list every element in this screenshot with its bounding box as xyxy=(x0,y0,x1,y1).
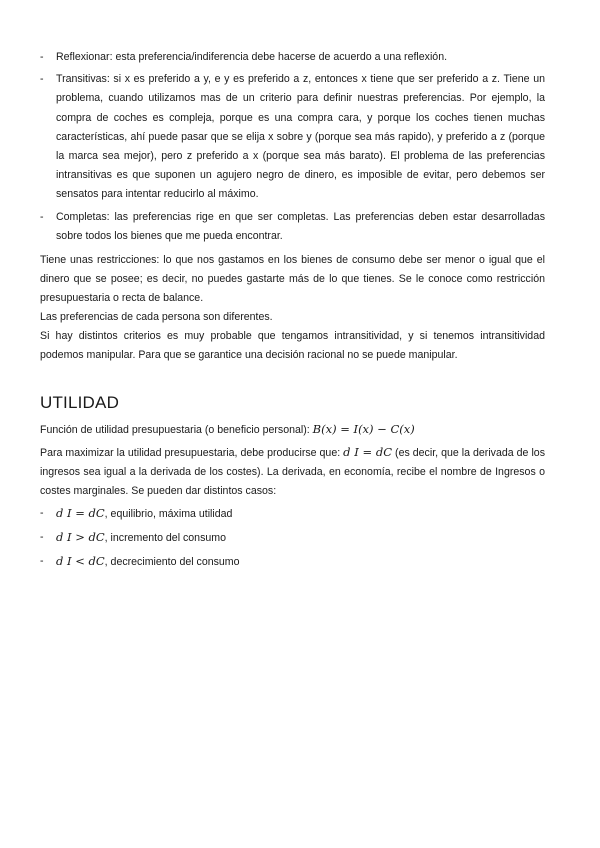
formula-caso: d I > dC xyxy=(56,530,105,544)
formula-condicion: d I = dC xyxy=(343,445,393,459)
bullet-text: Completas: las preferencias rige en que ser completas. Las preferencias deben estar desarrolladas sobre todos los bienes que me pueda encontrar. xyxy=(56,210,545,242)
paragraph-restricciones: Tiene unas restricciones: lo que nos gastamos en los bienes de consumo debe ser menor o igual que el dinero que se posee; es decir, no puedes gastarte más de lo que tienes. Se le conoce como restricción presupuestaria o recta de balance. xyxy=(40,254,545,305)
caso-text: , decrecimiento del consumo xyxy=(104,556,240,568)
maximizar-text-before: Para maximizar la utilidad presupuestaria, debe producirse que: xyxy=(40,447,344,459)
bullet-dash: - xyxy=(40,210,44,223)
bullet-dash: - xyxy=(40,555,44,567)
preferences-bullet-list xyxy=(40,48,545,249)
paragraph-funcion-utilidad xyxy=(40,420,545,440)
paragraph-criterios: Si hay distintos criterios es muy probable que tengamos intransitividad, y si tenemos intransitividad podemos manipular. Para que se garantice una decisión racional no se puede manipular. xyxy=(40,330,545,362)
casos-list xyxy=(40,502,545,574)
paragraph-maximizar xyxy=(40,443,545,502)
bullet-dash: - xyxy=(40,507,44,519)
caso-text: , equilibrio, máxima utilidad xyxy=(104,508,233,520)
formula-caso: d I < dC xyxy=(56,554,105,568)
bullet-reflexionar xyxy=(40,48,545,67)
bullet-dash: - xyxy=(40,73,44,86)
maximizar-text-after: (es decir, que la derivada de los ingresos sea igual a la derivada de los costes). La derivada, en economía, recibe el nombre de Ingresos o costes marginales. Se pueden dar distintos casos: xyxy=(40,447,545,498)
funcion-text: Función de utilidad presupuestaria (o beneficio personal): xyxy=(40,424,313,436)
bullet-transitivas xyxy=(40,70,545,204)
section-heading-utilidad: UTILIDAD xyxy=(40,393,120,412)
bullet-dash: - xyxy=(40,531,44,543)
bullet-text: Transitivas: si x es preferido a y, e y es preferido a z, entonces x tiene que ser preferido a z. Tiene un problema, cuando utilizamos mas de un criterio para definir nuestras preferencias. Por ejemplo, la compra de coches es compleja, porque es una compra cara, y porque los coches tienen muchas características, ahí puede pasar que se elija x sobre y (porque sea más rapido), y preferido a z (porque la marca sea mejor), pero z preferido a x (porque sea más barato). El problema de las preferencias intransitivas es que suponen un agujero negro de dinero, es imposible de evitar, pero debemos ser sensatos para intentar reducirlo al máximo. xyxy=(56,73,545,201)
paragraph-preferencias: Las preferencias de cada persona son diferentes. xyxy=(40,311,273,323)
formula-caso: d I = dC xyxy=(56,506,105,520)
formula-utilidad: B(x) = I(x) − C(x) xyxy=(312,422,415,436)
bullet-text: Reflexionar: esta preferencia/indiferencia debe hacerse de acuerdo a una reflexión. xyxy=(56,51,448,63)
caso-text: , incremento del consumo xyxy=(104,532,226,544)
caso-incremento xyxy=(40,526,545,550)
caso-decrecimiento xyxy=(40,550,545,574)
bullet-dash: - xyxy=(40,51,44,63)
caso-equilibrio xyxy=(40,502,545,526)
bullet-completas xyxy=(40,208,545,246)
